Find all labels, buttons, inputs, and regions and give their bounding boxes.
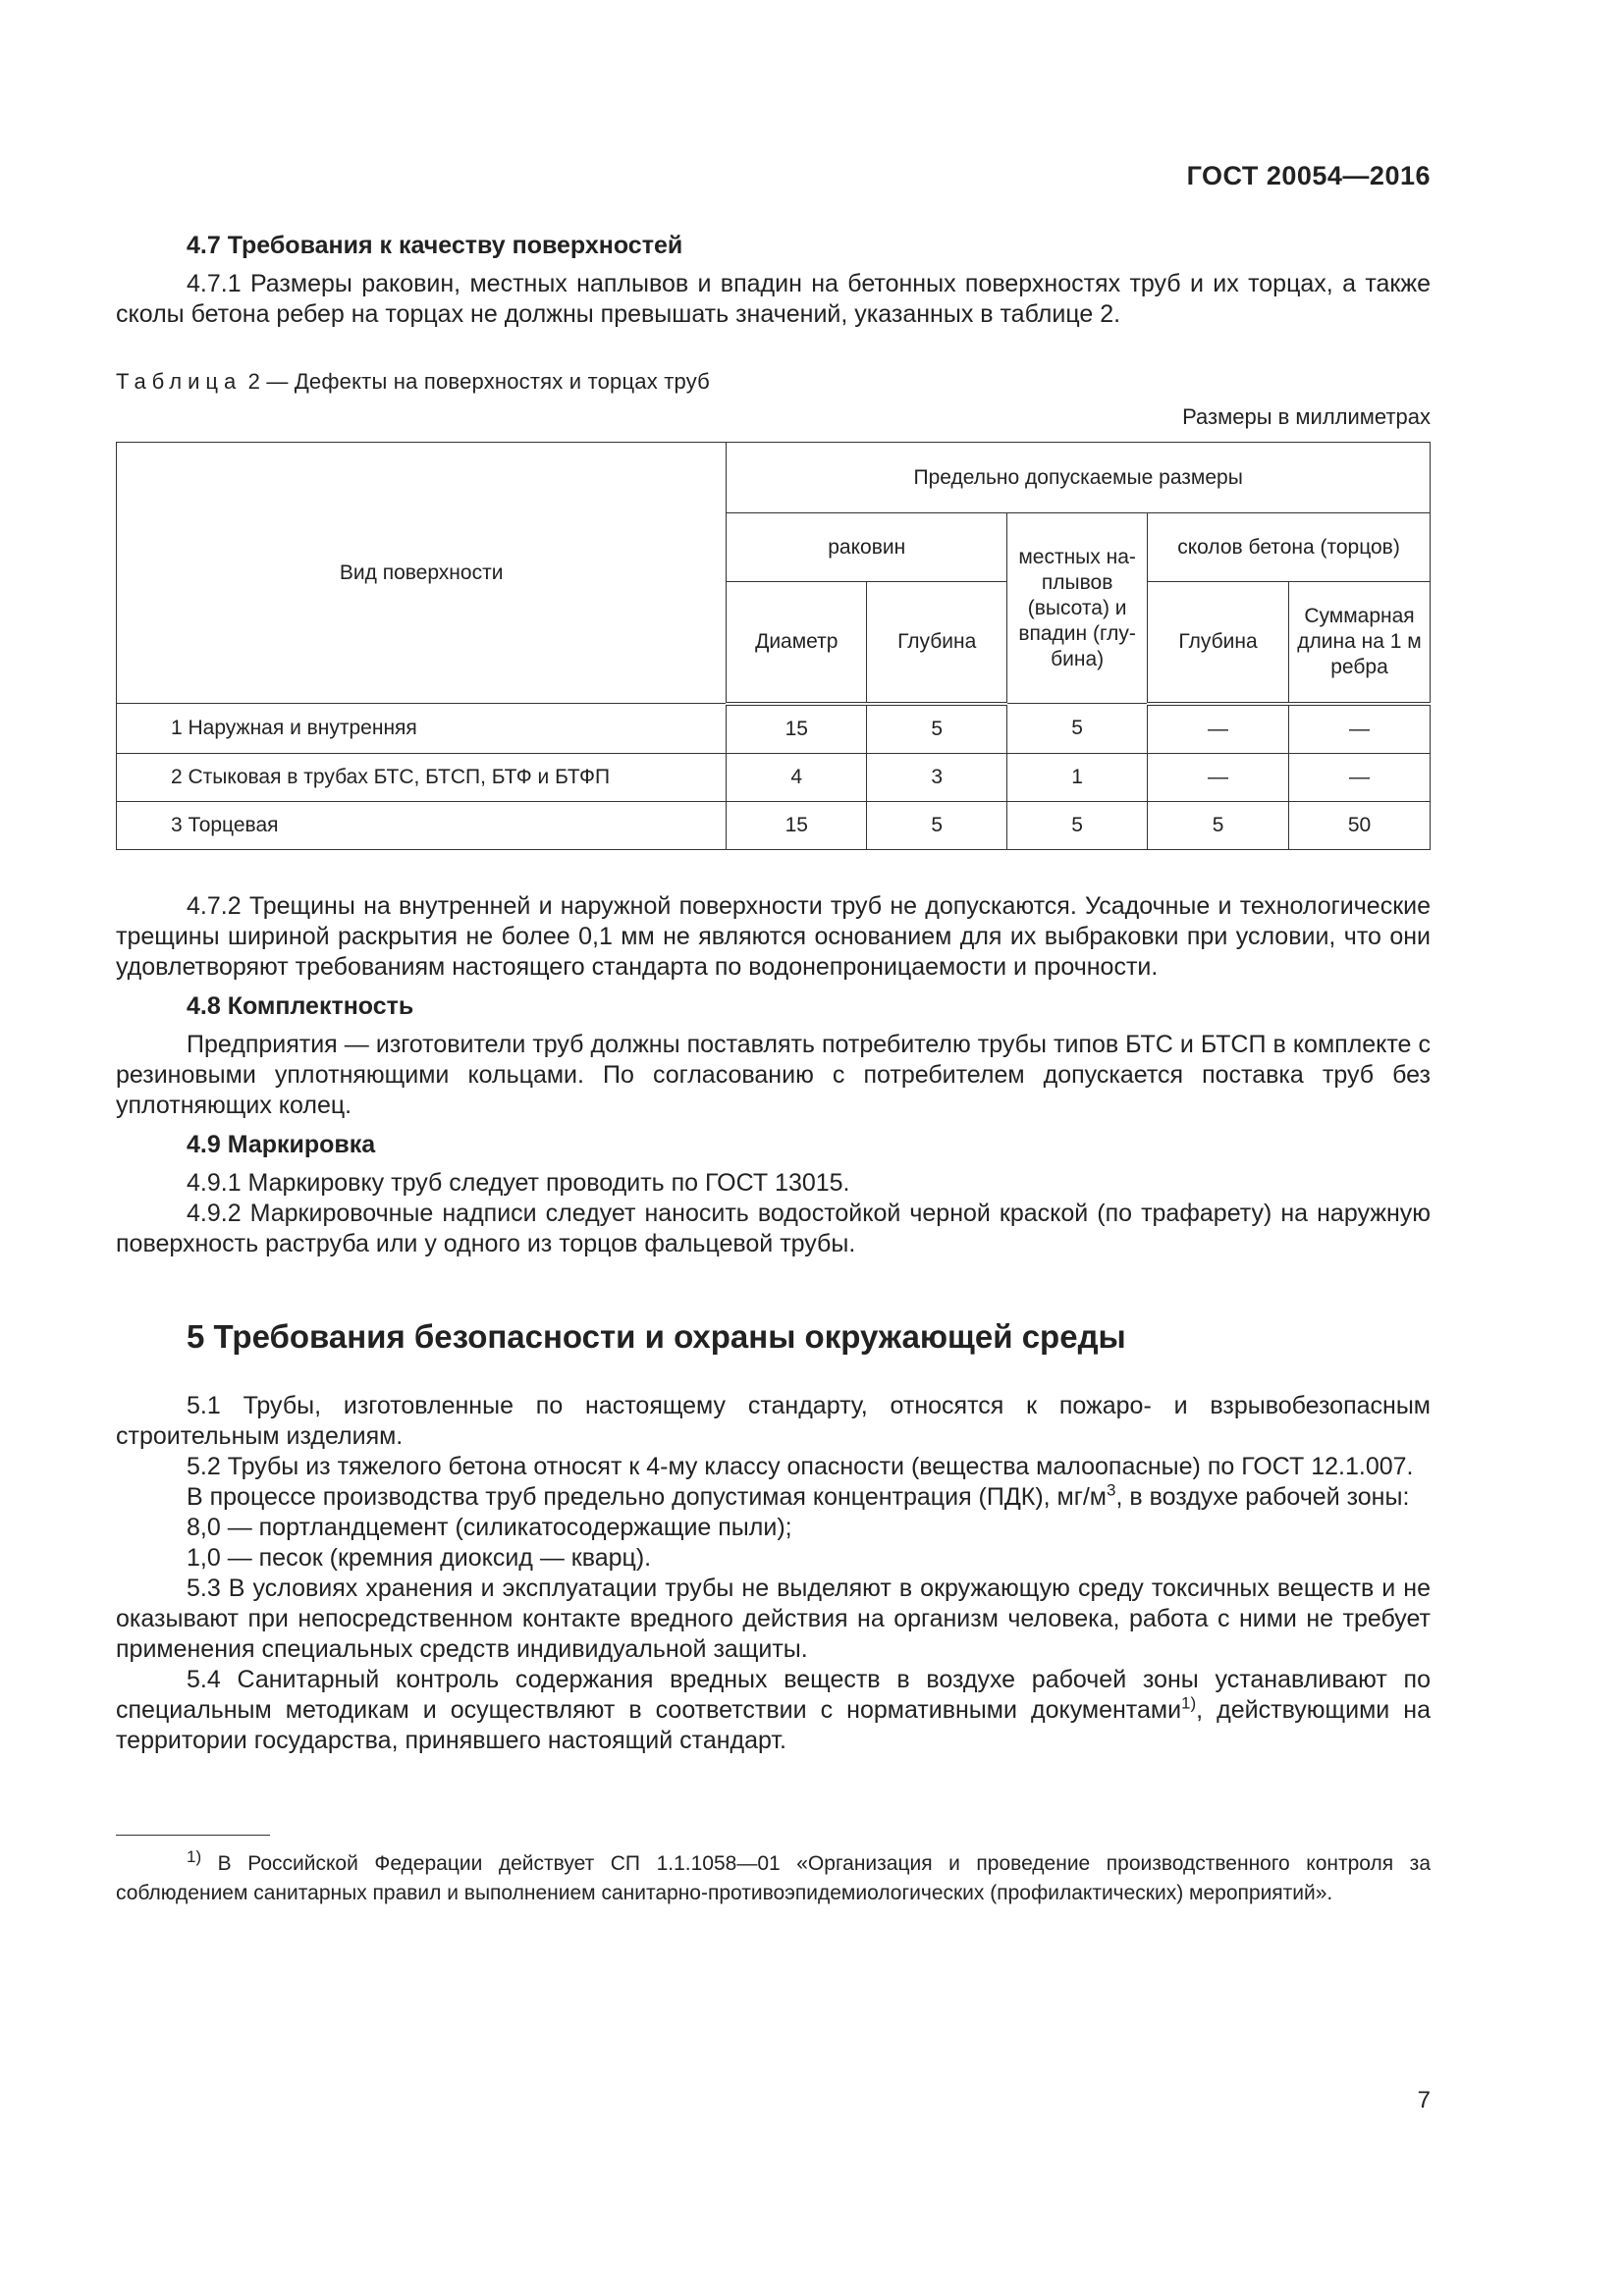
section-4-8-heading: 4.8 Комплектность xyxy=(187,991,414,1020)
th-surface: Вид поверхности xyxy=(117,443,727,704)
footnote-divider xyxy=(116,1835,270,1836)
paragraph-4-9-1: 4.9.1 Маркировку труб следует проводить по ГОСТ 13015. xyxy=(187,1168,850,1197)
document-header: ГОСТ 20054—2016 xyxy=(1186,161,1431,190)
paragraph-5-4 xyxy=(116,1665,1431,1756)
table-row xyxy=(117,704,1431,754)
cell-depth: 5 xyxy=(867,801,1007,849)
list-item: 8,0 — портландцемент (силикатосодержащие пыли); xyxy=(187,1513,792,1541)
table-row xyxy=(117,753,1431,801)
th-diameter: Диаметр xyxy=(727,582,867,704)
paragraph-5-1: 5.1 Трубы, изготовленные по настоящему стандарту, относятся к пожаро- и взрывобезопасным строительным изделиям. xyxy=(116,1391,1431,1450)
section-4-9-heading: 4.9 Маркировка xyxy=(187,1130,376,1158)
list-item: 1,0 — песок (кремния диоксид — кварц). xyxy=(187,1543,652,1572)
page-number: 7 xyxy=(1417,2087,1431,2113)
th-chips: сколов бетона (торцов) xyxy=(1148,513,1431,582)
cell-diameter: 4 xyxy=(727,753,867,801)
pdk-text: В процессе производства труб предельно допустимая концентрация (ПДК), мг/м xyxy=(187,1482,1107,1511)
cell-chip-total: 50 xyxy=(1289,801,1431,849)
section-4-7-heading: 4.7 Требования к качеству поверхностей xyxy=(187,232,683,259)
paragraph-5-3: 5.3 В условиях хранения и эксплуатации трубы не выделяют в окружающую среду токсичных веществ и не оказывают при непосредственном контакте вредного действия на организм человека, работа с ними не требует применения специальных средств индивидуальной защиты. xyxy=(116,1574,1431,1663)
paragraph-4-9-2: 4.9.2 Маркировочные надписи следует наносить водостойкой черной краской (по трафарету) на наружную поверхность раструба или у одного из торцов фальцевой трубы. xyxy=(116,1199,1431,1257)
cell-chip-depth: — xyxy=(1148,704,1289,754)
document-page xyxy=(116,0,1431,2296)
cell-local: 1 xyxy=(1007,753,1148,801)
cell-chip-total: — xyxy=(1289,704,1431,754)
paragraph-4-7-2: 4.7.2 Трещины на внутренней и наружной поверхности труб не допускаются. Усадочные и технологические трещины шириной раскрытия не более 0,1 мм не являются основанием для их выбраковки при условии, что они удовлетворяют требованиям настоящего стандарта по водонепроницаемости и прочности. xyxy=(116,891,1431,981)
defects-table xyxy=(116,442,1431,850)
cell-local: 5 xyxy=(1007,704,1148,754)
th-limits: Предельно допускаемые размеры xyxy=(727,443,1431,513)
footnote xyxy=(116,1846,1431,1908)
footnote-mark: 1) xyxy=(187,1846,202,1866)
th-depth-chips: Глубина xyxy=(1148,582,1289,704)
footnote-ref: 1) xyxy=(1181,1693,1197,1713)
cell-surface: 2 Стыковая в трубах БТС, БТСП, БТФ и БТФП xyxy=(117,753,727,801)
cell-local: 5 xyxy=(1007,801,1148,849)
paragraph-5-2: 5.2 Трубы из тяжелого бетона относят к 4-му классу опасности (вещества малоопасные) по ГОСТ 12.1.007. xyxy=(187,1452,1414,1480)
cell-diameter: 15 xyxy=(727,704,867,754)
cell-depth: 3 xyxy=(867,753,1007,801)
cell-diameter: 15 xyxy=(727,801,867,849)
pdk-superscript: 3 xyxy=(1107,1480,1116,1500)
paragraph-4-7-1: 4.7.1 Размеры раковин, местных наплывов и впадин на бетонных поверхностях труб и их торцах, а также сколы бетона ребер на торцах не должны превышать значений, указанных в таблице 2. xyxy=(116,270,1431,328)
pdk-text-end: , в воздухе рабочей зоны: xyxy=(1115,1482,1410,1511)
table-caption xyxy=(116,369,1431,395)
cell-chip-depth: 5 xyxy=(1148,801,1289,849)
th-total-length: Суммарная длина на 1 м ребра xyxy=(1289,582,1431,704)
table-caption-text: 2 — Дефекты на поверхностях и торцах труб xyxy=(242,369,710,394)
paragraph-pdk xyxy=(116,1482,1431,1513)
cell-chip-total: — xyxy=(1289,753,1431,801)
paragraph-4-8: Предприятия — изготовители труб должны поставлять потребителю трубы типов БТС и БТСП в комплекте с резиновыми уплотняющими кольцами. По согласованию с потребителем допускается поставка труб без уплотняющих колец. xyxy=(116,1030,1431,1119)
p54-text-end: , действующими на территории государства, принявшего настоящий стандарт. xyxy=(116,1695,1432,1754)
section-5-heading: 5 Требования безопасности и охраны окружающей среды xyxy=(187,1317,1126,1355)
cell-surface: 1 Наружная и внутренняя xyxy=(117,704,727,754)
table-row xyxy=(117,801,1431,849)
cell-surface: 3 Торцевая xyxy=(117,801,727,849)
table-caption-prefix: Таблица xyxy=(116,369,243,394)
footnote-text: В Российской Федерации действует СП 1.1.1058—01 «Организация и проведение производственного контроля за соблюдением санитарных правил и выполнением санитарно-противоэпидемиологических (профилактических) мероприятий». xyxy=(116,1851,1431,1904)
cell-chip-depth: — xyxy=(1148,753,1289,801)
th-local: местных на-плывов (высота) и впадин (глу-бина) xyxy=(1007,513,1148,704)
cell-depth: 5 xyxy=(867,704,1007,754)
th-depth-shells: Глубина xyxy=(867,582,1007,704)
table-units: Размеры в миллиметрах xyxy=(1182,404,1431,429)
th-shells: раковин xyxy=(727,513,1007,582)
p54-text: 5.4 Санитарный контроль содержания вредных веществ в воздухе рабочей зоны устанавливают по специальным методикам и осуществляют в соответствии с нормативными документами xyxy=(116,1665,1431,1724)
page-content xyxy=(116,228,1431,1908)
